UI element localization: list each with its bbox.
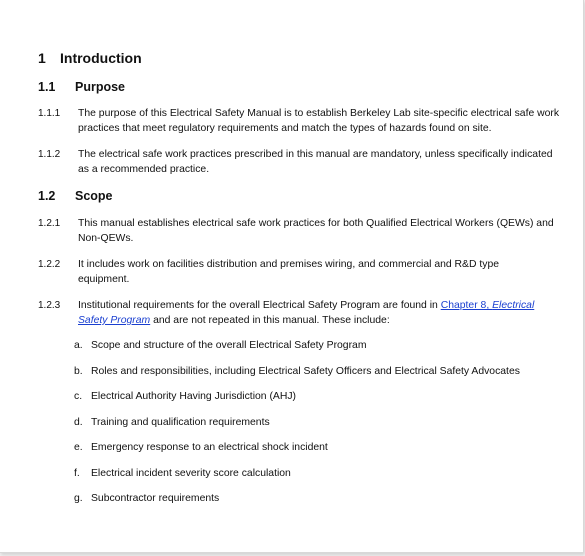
paragraph-text: Institutional requirements for the overall Electrical Safety Program are found in [78,300,441,311]
paragraph-line: Non-QEWs. [78,233,134,244]
paragraph-line: This manual establishes electrical safe work practices for both Qualified Electrical Workers (QEWs) and [78,218,554,229]
paragraph-line [78,298,534,313]
link-text-italic: Safety Program [78,315,151,326]
paragraph-line [78,313,390,328]
section-title-introduction: Introduction [60,50,142,66]
list-item-marker: c. [74,391,83,402]
subsection-number: 1.1 [38,80,56,94]
paragraph-line: It includes work on facilities distribution and premises wiring, and commercial and R&D type [78,259,500,270]
link-text-italic: Electrical [492,300,535,311]
paragraph-number: 1.1.2 [38,149,61,160]
section-number: 1 [38,50,46,66]
paragraph-number: 1.2.3 [38,300,61,311]
paragraph-text: and are not repeated in this manual. These include: [150,315,390,326]
list-item-marker: d. [74,417,83,428]
paragraph-number: 1.2.1 [38,218,61,229]
list-item-marker: g. [74,493,83,504]
list-item: Electrical Authority Having Jurisdiction (AHJ) [91,391,296,402]
list-item-marker: e. [74,442,83,453]
paragraph-line: as a recommended practice. [78,164,210,175]
list-item-marker: b. [74,366,83,377]
subsection-title-purpose: Purpose [75,80,126,94]
subsection-number: 1.2 [38,189,56,203]
subsection-title-scope: Scope [75,189,113,203]
paragraph-line: The purpose of this Electrical Safety Manual is to establish Berkeley Lab site-specific electrical safe work [78,108,560,119]
list-item: Emergency response to an electrical shock incident [91,442,328,453]
paragraph-line: The electrical safe work practices prescribed in this manual are mandatory, unless specifically indicated [78,149,553,160]
list-item: Electrical incident severity score calculation [91,468,291,479]
list-item-marker: f. [74,468,80,479]
paragraph-line: practices that meet regulatory requirements and match the types of hazards found on site. [78,123,492,134]
paragraph-number: 1.2.2 [38,259,61,270]
paragraph-line: equipment. [78,274,130,285]
list-item: Roles and responsibilities, including Electrical Safety Officers and Electrical Safety Advocates [91,366,520,377]
list-item: Scope and structure of the overall Electrical Safety Program [91,340,367,351]
paragraph-number: 1.1.1 [38,108,61,119]
list-item-marker: a. [74,340,83,351]
list-item: Subcontractor requirements [91,493,220,504]
chapter-8-link[interactable] [441,300,535,311]
safety-program-link[interactable] [78,315,150,326]
list-item: Training and qualification requirements [91,417,270,428]
link-text: Chapter 8, [440,300,493,311]
